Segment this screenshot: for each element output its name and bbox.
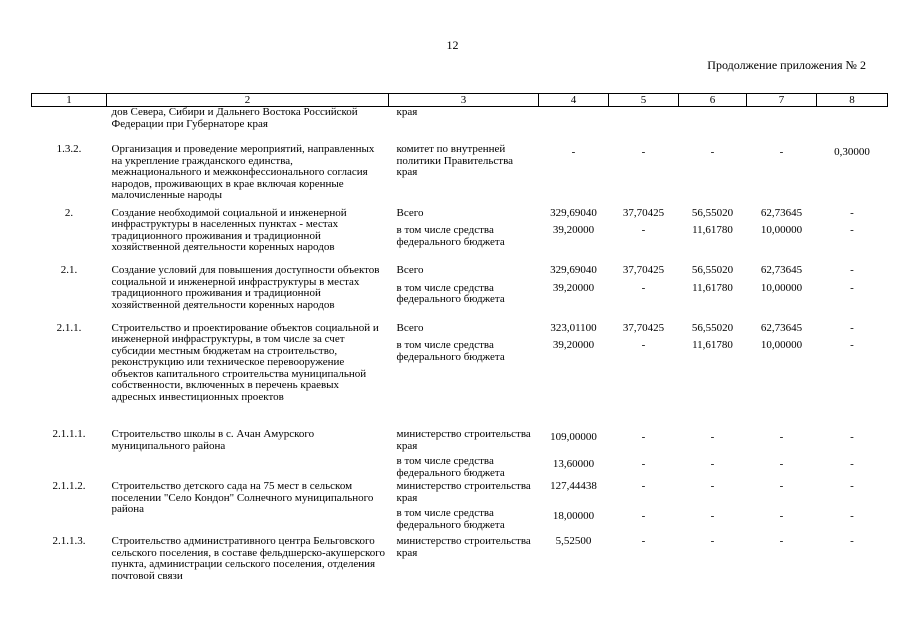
row-value: - [571, 146, 576, 158]
row-number: 2.1.1.2. [52, 480, 86, 492]
row-value: - [850, 458, 854, 470]
row-value: 39,20000 [552, 339, 595, 351]
row-value: - [641, 535, 646, 547]
col-header: 6 [679, 94, 747, 107]
row-value: 10,00000 [760, 339, 803, 351]
row-name: Строительство и проектирование объектов социальной и инженерной инфраструктуры, в том числе за счет субсидии местным бюджетам на строительство, реконструкцию или техническое перевооружение объектов капитального строительства муниципальной собственности, включенных в перечень краевых адресных инвестиционных проектов [111, 321, 379, 403]
row-value: 10,00000 [760, 224, 803, 236]
row-value: 329,69040 [550, 264, 597, 276]
row-number: 2.1.1. [56, 321, 82, 334]
row-value [609, 107, 679, 131]
row-value: 13,60000 [552, 458, 595, 470]
row-value: - [779, 458, 784, 470]
row-name: Организация и проведение мероприятий, направленных на укрепление гражданского единства, межнационального и межконфессионального согласия народов, проживающих в крае включая коренные малочисленные народы [111, 143, 375, 201]
row-value: 56,55020 [691, 206, 734, 219]
row-number: 1.3.2. [56, 143, 82, 155]
row-value: - [641, 480, 646, 492]
row-value: 37,70425 [622, 264, 665, 276]
row-name: Строительство детского сада на 75 мест в сельском поселении "Село Кондон" Солнечного муниципального района [111, 480, 374, 515]
header-row [32, 94, 888, 107]
row-value: 0,30000 [834, 146, 870, 158]
table-row [32, 423, 888, 452]
row-value: - [850, 281, 854, 294]
table-row [32, 479, 888, 504]
col-header: 7 [747, 94, 817, 107]
row-value: - [779, 431, 784, 443]
row-value: 37,70425 [622, 321, 665, 334]
row-value: 10,00000 [760, 281, 803, 294]
row-value: - [779, 535, 784, 547]
row-value: - [641, 281, 646, 294]
row-value: 62,73645 [760, 264, 803, 276]
col-header: 5 [609, 94, 679, 107]
row-source: министерство строительства края [396, 428, 531, 452]
row-value: 18,00000 [552, 510, 595, 522]
row-value: - [641, 431, 646, 443]
row-value: - [850, 224, 854, 236]
row-value: - [850, 206, 854, 219]
table-row [32, 202, 888, 220]
table-row [32, 107, 888, 131]
row-value: 56,55020 [691, 264, 734, 276]
row-source: министерство строительства края [396, 480, 531, 504]
col-header: 3 [389, 94, 539, 107]
table-row [32, 531, 888, 582]
row-source: в том числе средства федерального бюджета [396, 507, 505, 531]
row-value: - [779, 510, 784, 522]
row-value: - [710, 535, 715, 547]
row-number: 2. [64, 206, 74, 219]
row-number [32, 107, 107, 131]
row-source: в том числе средства федерального бюджета [396, 339, 505, 363]
row-value: - [850, 264, 854, 276]
row-value [817, 107, 888, 131]
row-value [679, 107, 747, 131]
row-source: Всего [396, 321, 424, 334]
table-row [32, 320, 888, 335]
row-number: 2.1.1.3. [52, 535, 86, 547]
col-header: 8 [817, 94, 888, 107]
row-value: 5,52500 [555, 535, 592, 547]
row-value: - [850, 431, 854, 443]
row-value: - [641, 510, 646, 522]
row-value: - [641, 458, 646, 470]
row-value: 127,44438 [550, 480, 597, 492]
row-value: - [710, 146, 715, 158]
row-source: в том числе средства федерального бюджета [396, 455, 505, 479]
row-value [747, 107, 817, 131]
row-value: - [779, 146, 784, 158]
row-value: - [710, 431, 715, 443]
row-source: края [396, 106, 418, 118]
row-value: 37,70425 [622, 206, 665, 219]
row-name: Создание условий для повышения доступности объектов социальной и инженерной инфраструктуры в местах традиционного проживания и традиционной хозяйственной деятельности коренных народов [111, 264, 380, 311]
row-source: министерство строительства края [396, 535, 531, 559]
row-source: Всего [396, 264, 424, 276]
row-value [539, 107, 609, 131]
row-value: 39,20000 [552, 224, 595, 236]
row-value: 323,01100 [550, 321, 597, 334]
row-number: 2.1. [60, 264, 78, 276]
row-value: 11,61780 [692, 281, 733, 294]
table-row [32, 262, 888, 277]
row-value: 56,55020 [691, 321, 734, 334]
row-source: в том числе средства федерального бюджета [396, 281, 505, 305]
row-source: комитет по внутренней политики Правительства края [396, 143, 514, 178]
row-value: - [710, 510, 715, 522]
row-value: - [779, 480, 784, 492]
row-value: 39,20000 [552, 281, 595, 294]
col-header: 2 [107, 94, 389, 107]
row-value: - [850, 480, 854, 492]
row-value: 109,00000 [550, 431, 597, 443]
row-name: дов Севера, Сибири и Дальнего Востока Российской Федерации при Губернаторе края [111, 106, 358, 130]
continuation-note: Продолжение приложения № 2 [707, 58, 866, 72]
col-header: 1 [32, 94, 107, 107]
row-name: Строительство школы в с. Ачан Амурского муниципального района [111, 428, 315, 452]
row-value: 11,61780 [692, 224, 733, 236]
row-name: Создание необходимой социальной и инженерной инфраструктуры в населенных пунктах - местах традиционного проживания и традиционной хозяйственной деятельности коренных народов [111, 206, 347, 253]
table-row [32, 130, 888, 202]
row-value: - [850, 321, 854, 334]
row-value: - [850, 339, 854, 351]
row-source: Всего [396, 206, 424, 219]
page-number: 12 [446, 38, 459, 52]
row-value: - [710, 458, 715, 470]
row-value: 62,73645 [760, 206, 803, 219]
row-value: - [710, 480, 715, 492]
row-value: - [641, 339, 646, 351]
row-value: - [850, 535, 854, 547]
row-value: - [641, 224, 646, 236]
row-value: - [850, 510, 854, 522]
row-value: 329,69040 [550, 206, 597, 219]
budget-table [31, 93, 888, 582]
row-value: 62,73645 [760, 321, 803, 334]
row-value: - [641, 146, 646, 158]
row-number: 2.1.1.1. [52, 428, 86, 440]
row-name: Строительство административного центра Бельговского сельского поселения, в составе фельдшерско-акушерского пункта, администрации сельского поселения, отделения почтовой связи [111, 535, 386, 582]
row-value: 11,61780 [692, 339, 733, 351]
row-source: в том числе средства федерального бюджета [396, 224, 505, 248]
col-header: 4 [539, 94, 609, 107]
